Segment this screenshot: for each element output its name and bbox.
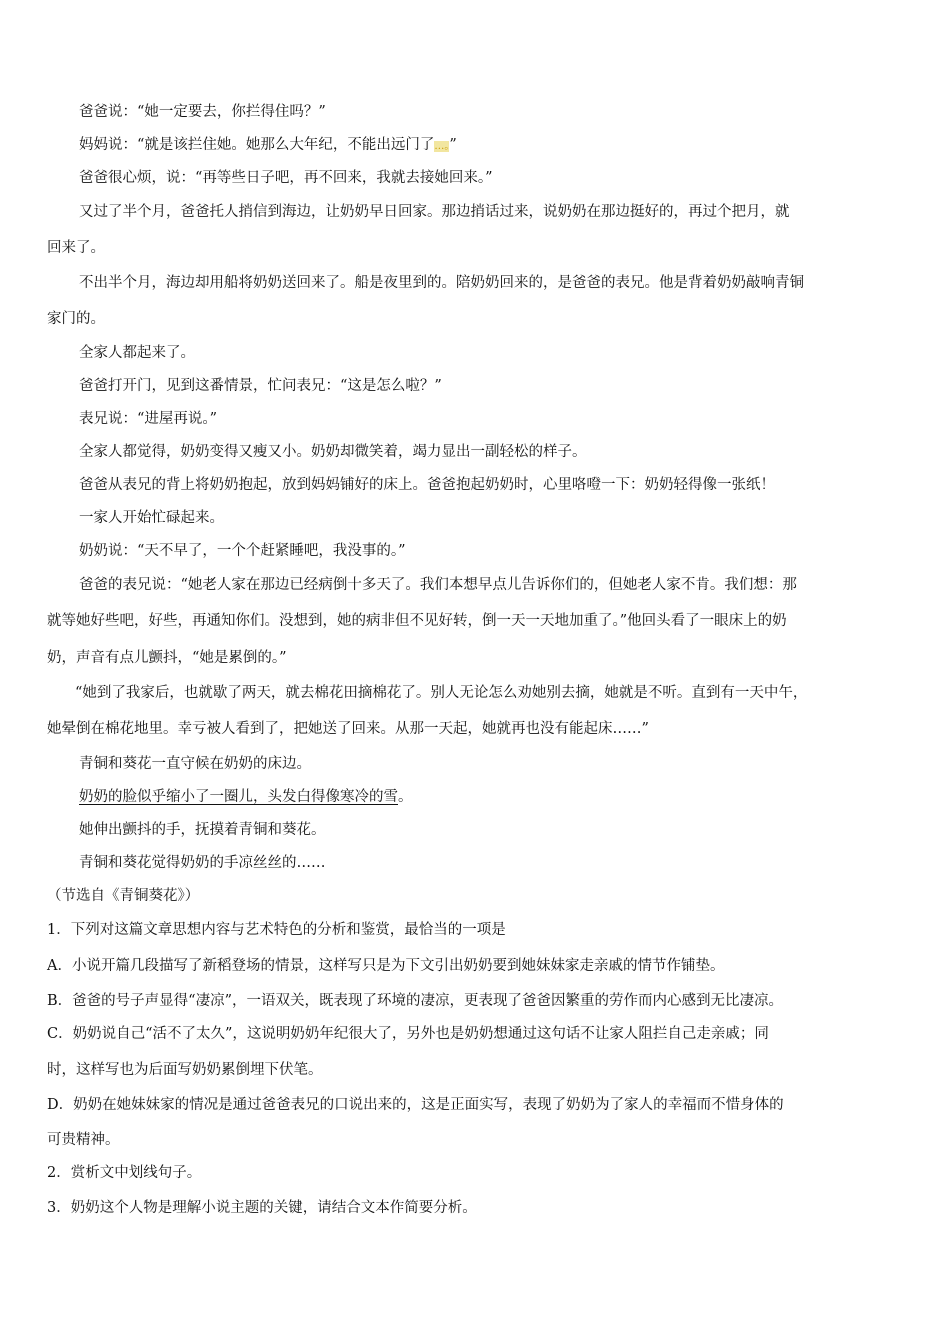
option-c: C．奶奶说自己“活不了太久”，这说明奶奶年纪很大了，另外也是奶奶想通过这句话不让家人阻拦自己走亲戚；同 (47, 1026, 769, 1042)
paragraph-line: 青铜和葵花觉得奶奶的手凉丝丝的…… (79, 855, 326, 871)
paragraph-line: 青铜和葵花一直守候在奶奶的床边。 (79, 756, 311, 772)
highlight-mark: …。 (434, 141, 450, 152)
paragraph-line: 全家人都觉得，奶奶变得又瘦又小。奶奶却微笑着，竭力显出一副轻松的样子。 (79, 444, 587, 460)
option-d: D．奶奶在她妹妹家的情况是通过爸爸表兄的口说出来的，这是正面实写，表现了奶奶为了家人的幸福而不惜身体的 (47, 1097, 784, 1113)
paragraph-line: 一家人开始忙碌起来。 (79, 510, 224, 526)
option-c-cont: 时，这样写也为后面写奶奶累倒埋下伏笔。 (47, 1062, 323, 1078)
paragraph-line: 又过了半个月，爸爸托人捎信到海边，让奶奶早日回家。那边捎话过来，说奶奶在那边挺好的，再过个把月，就 (79, 204, 790, 220)
option-a: A．小说开篇几段描写了新稻登场的情景，这样写只是为下文引出奶奶要到她妹妹家走亲戚的情节作铺垫。 (47, 958, 725, 974)
paragraph-line: 全家人都起来了。 (79, 345, 195, 361)
paragraph-line: 爸爸从表兄的背上将奶奶抱起，放到妈妈铺好的床上。爸爸抱起奶奶时，心里咯噔一下：奶奶轻得像一张纸！ (79, 477, 775, 493)
question-2: 2．赏析文中划线句子。 (47, 1165, 202, 1181)
line-text: 。 (398, 789, 413, 805)
paragraph-line: 爸爸的表兄说：“她老人家在那边已经病倒十多天了。我们本想早点儿告诉你们的，但她老人家不肯。我们想：那 (79, 577, 797, 593)
paragraph-line: 爸爸打开门，见到这番情景，忙问表兄：“这是怎么啦？” (79, 378, 442, 394)
paragraph-line: 她晕倒在棉花地里。幸亏被人看到了，把她送了回来。从那一天起，她就再也没有能起床……” (47, 721, 649, 737)
paragraph-line: 奶奶说：“天不早了，一个个赶紧睡吧，我没事的。” (79, 543, 406, 559)
underlined-text: 奶奶的脸似乎缩小了一圈儿，头发白得像寒冷的雪 (79, 789, 398, 805)
paragraph-line: “她到了我家后，也就歇了两天，就去棉花田摘棉花了。别人无论怎么劝她别去摘，她就是不听。直到有一天中午， (75, 685, 808, 701)
paragraph-line: 表兄说：“进屋再说。” (79, 411, 218, 427)
paragraph-line: 奶，声音有点儿颤抖，“她是累倒的。” (47, 650, 287, 666)
line-text: ” (449, 137, 457, 153)
paragraph-line: 爸爸很心烦，说：“再等些日子吧，再不回来，我就去接她回来。” (79, 170, 493, 186)
paragraph-line: 回来了。 (47, 240, 105, 256)
option-b: B．爸爸的号子声显得“凄凉”，一语双关，既表现了环境的凄凉，更表现了爸爸因繁重的劳作而内心感到无比凄凉。 (47, 993, 783, 1009)
question-3: 3．奶奶这个人物是理解小说主题的关键，请结合文本作简要分析。 (47, 1200, 477, 1216)
paragraph-line (79, 135, 941, 157)
paragraph-line: 家门的。 (47, 311, 105, 327)
option-d-cont: 可贵精神。 (47, 1132, 120, 1148)
paragraph-line: 她伸出颤抖的手，抚摸着青铜和葵花。 (79, 822, 326, 838)
paragraph-line: 不出半个月，海边却用船将奶奶送回来了。船是夜里到的。陪奶奶回来的，是爸爸的表兄。他是背着奶奶敲响青铜 (79, 275, 804, 291)
line-text: 妈妈说：“就是该拦住她。她那么大年纪，不能出远门了 (79, 137, 435, 153)
paragraph-line: 爸爸说：“她一定要去，你拦得住吗？” (79, 104, 326, 120)
question-1: 1．下列对这篇文章思想内容与艺术特色的分析和鉴赏，最恰当的一项是 (47, 922, 506, 938)
paragraph-line: 就等她好些吧，好些，再通知你们。没想到，她的病非但不见好转，倒一天一天地加重了。”他回头看了一眼床上的奶 (47, 613, 787, 629)
source-note: （节选自《青铜葵花》） (47, 888, 200, 904)
underlined-sentence (79, 787, 941, 807)
